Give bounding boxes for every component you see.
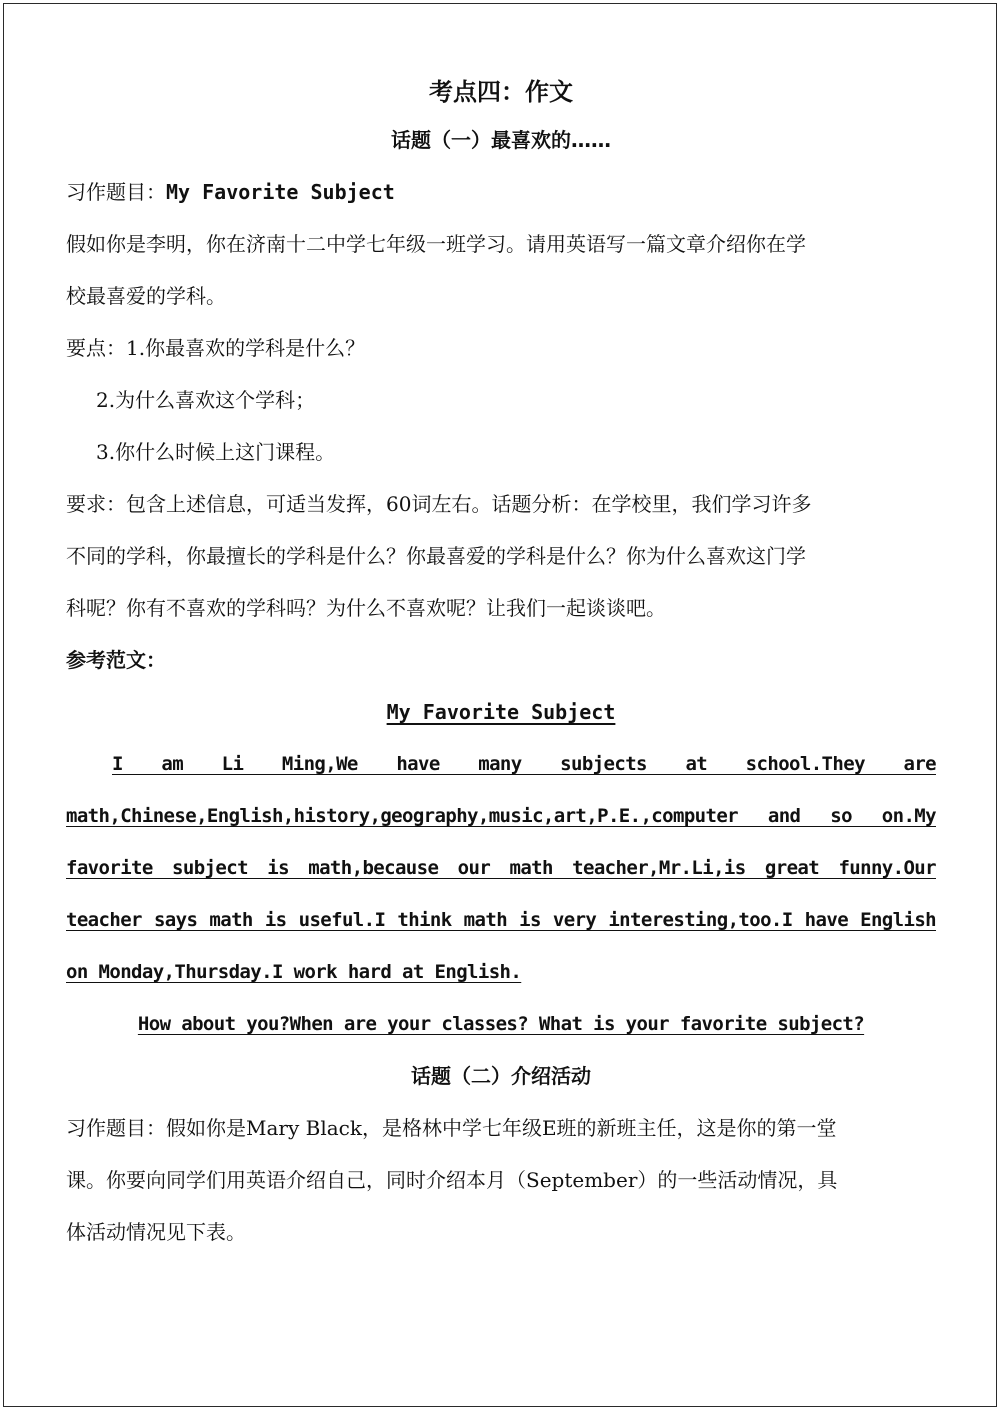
topic1-point-3: 3.你什么时候上这门课程。 bbox=[96, 440, 336, 464]
topic2-line-3: 体活动情况见下表。 bbox=[66, 1220, 246, 1244]
topic1-desc-line-1: 假如你是李明，你在济南十二中学七年级一班学习。请用英语写一篇文章介绍你在学 bbox=[66, 232, 806, 256]
topic1-req-line-1: 要求：包含上述信息，可适当发挥，60词左右。话题分析：在学校里，我们学习许多 bbox=[66, 492, 812, 516]
essay-line-3-text: favorite subject is math,because our math teacher,Mr.Li,is great funny.Our bbox=[66, 857, 936, 879]
essay-line-2 bbox=[66, 790, 936, 842]
essay-line-5 bbox=[66, 946, 936, 998]
topic1-point-1: 要点：1.你最喜欢的学科是什么？ bbox=[66, 336, 366, 360]
topic1-req-line-2: 不同的学科，你最擅长的学科是什么？你最喜爱的学科是什么？你为什么喜欢这门学 bbox=[66, 544, 806, 568]
essay-line-3 bbox=[66, 842, 936, 894]
essay-line-6 bbox=[66, 998, 936, 1050]
document-content bbox=[66, 70, 936, 1258]
sample-essay-label: 参考范文： bbox=[66, 648, 166, 672]
topic1-prompt bbox=[66, 166, 936, 218]
topic1-point-2: 2.为什么喜欢这个学科； bbox=[96, 388, 316, 412]
prompt-title: My Favorite Subject bbox=[166, 180, 395, 204]
essay-line-4 bbox=[66, 894, 936, 946]
topic2-line-2: 课。你要向同学们用英语介绍自己，同时介绍本月（September）的一些活动情况，具 bbox=[66, 1168, 838, 1192]
essay-title bbox=[66, 686, 936, 738]
topic1-desc-line-2: 校最喜爱的学科。 bbox=[66, 284, 226, 308]
topic1-req-line-3: 科呢？你有不喜欢的学科吗？为什么不喜欢呢？让我们一起谈谈吧。 bbox=[66, 596, 666, 620]
essay-line-2-text: math,Chinese,English,history,geography,music,art,P.E.,computer and so on.My bbox=[66, 805, 936, 827]
prompt-label: 习作题目： bbox=[66, 180, 166, 204]
essay-line-6-text: How about you?When are your classes? What is your favorite subject? bbox=[137, 1013, 865, 1035]
topic2-title: 话题（二）介绍活动 bbox=[411, 1064, 591, 1088]
essay-line-5-text: on Monday,Thursday.I work hard at English. bbox=[66, 961, 522, 983]
topic2-line-1: 习作题目：假如你是Mary Black，是格林中学七年级E班的新班主任，这是你的第一堂 bbox=[66, 1116, 837, 1140]
essay-title-text: My Favorite Subject bbox=[386, 700, 616, 724]
section-heading: 考点四：作文 bbox=[429, 78, 573, 106]
essay-line-1-text: I am Li Ming,We have many subjects at school.They are bbox=[112, 753, 936, 775]
essay-line-4-text: teacher says math is useful.I think math is very interesting,too.I have English bbox=[66, 909, 936, 931]
essay-line-1 bbox=[66, 738, 936, 790]
topic1-title: 话题（一）最喜欢的…… bbox=[391, 128, 611, 152]
